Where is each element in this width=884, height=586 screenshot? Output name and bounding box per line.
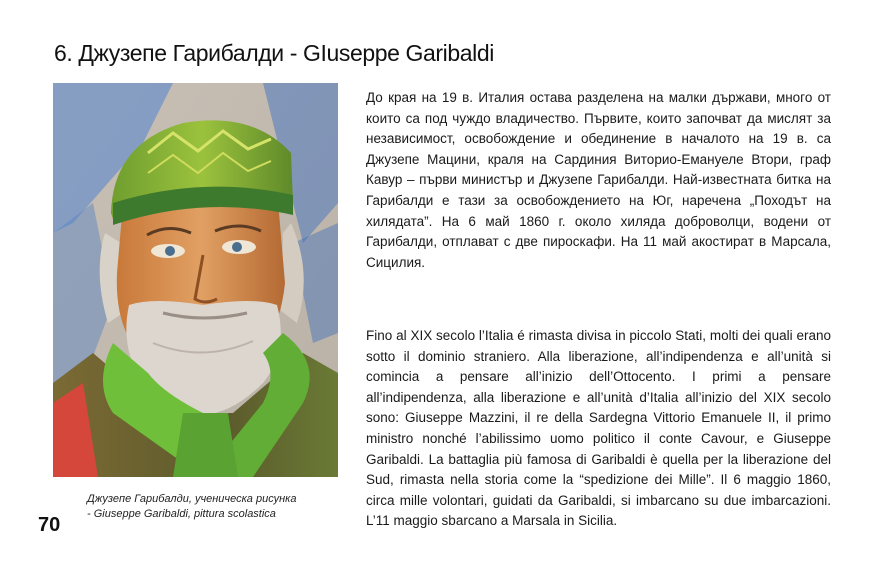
- italian-paragraph: [366, 326, 831, 532]
- bulgarian-text: До края на 19 в. Италия остава разделена на малки държави, много от които са под чуждо владичество. Първите, които започват да мислят за независимост, освобождение и обединение в началото на 19 в. са Джузепе Мацини, краля на Сардиния Виторио-Емануеле Втори, граф Кавур – първи министър и Джузепе Гарибалди. Най-известната битка на Гарибалди е тази за освобождението на Юг, наречена „Походът на хилядата”. На 6 май 1860 г. около хиляда доброволци, водени от Гарибалди, отплават с две пироскафи. На 11 май акостират в Марсала, Сицилия.: [366, 90, 831, 270]
- italian-text: Fino al XIX secolo l’Italia é rimasta divisa in piccolo Stati, molti dei quali erano sotto il dominio straniero. Alla liberazione, all’indipendenza e all’unità si comincia a pensare all’inizio dell’Ottocento. I primi a pensare all’indipendenza, alla liberazione e all’unità d’Italia all’inizio del XIX secolo sono: Giuseppe Mazzini, il re della Sardegna Vittorio Emanuele II, il primo ministro nonché l’abilissimo uomo politico il conte Cavour, e Giuseppe Garibaldi. La battaglia più famosa di Garibaldi è quella per la liberazione del Sud, rimasta nella storia come la “spedizione dei Mille”. Il 6 maggio 1860, circa mille volontari, guidati da Garibaldi, si imbarcano su due imbarcazioni. L’11 maggio sbarcano a Marsala in Sicilia.: [366, 328, 831, 529]
- page-number: 70: [38, 514, 61, 536]
- garibaldi-portrait-image: [53, 83, 338, 477]
- page-title: 6. Джузепе Гарибалди - GIuseppe Garibaldi: [54, 40, 494, 66]
- bulgarian-paragraph: [366, 88, 831, 273]
- image-caption: Джузепе Гарибалди, ученическа рисунка - Giuseppe Garibaldi, pittura scolastica: [87, 493, 297, 520]
